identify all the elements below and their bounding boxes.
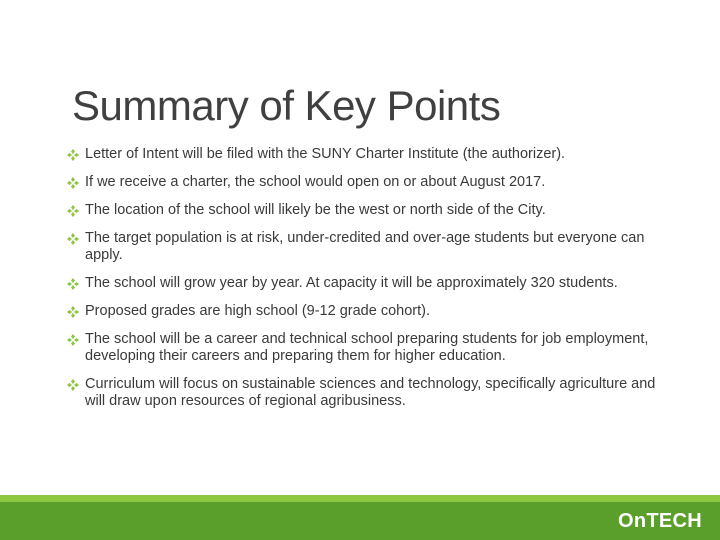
bullet-text: If we receive a charter, the school would open on or about August 2017. <box>85 174 546 190</box>
bullet-item <box>66 174 676 191</box>
footer-accent-line <box>0 495 720 502</box>
bullet-item <box>66 146 676 163</box>
bullet-text: The target population is at risk, under-credited and over-age students but everyone can apply. <box>85 230 645 263</box>
bullet-text: Letter of Intent will be filed with the SUNY Charter Institute (the authorizer). <box>85 146 566 162</box>
four-diamond-bullet-icon <box>66 148 80 162</box>
four-diamond-bullet-icon <box>66 277 80 291</box>
bullet-text: The school will be a career and technical school preparing students for job employment, developing their careers and preparing them for higher education. <box>85 331 649 364</box>
bullet-item <box>66 376 676 410</box>
bullet-text: The location of the school will likely be the west or north side of the City. <box>85 202 546 218</box>
bullet-text: Curriculum will focus on sustainable sciences and technology, specifically agriculture and will draw upon resources of regional agribusiness. <box>85 376 656 409</box>
four-diamond-bullet-icon <box>66 305 80 319</box>
four-diamond-bullet-icon <box>66 232 80 246</box>
bullet-item <box>66 230 676 264</box>
four-diamond-bullet-icon <box>66 378 80 392</box>
footer-bar <box>0 502 720 540</box>
bullet-item <box>66 331 676 365</box>
ontech-logo: OnTECH <box>617 510 702 532</box>
four-diamond-bullet-icon <box>66 204 80 218</box>
bullet-item <box>66 275 676 292</box>
bullet-item <box>66 202 676 219</box>
four-diamond-bullet-icon <box>66 333 80 347</box>
four-diamond-bullet-icon <box>66 176 80 190</box>
bullet-text: Proposed grades are high school (9-12 grade cohort). <box>85 303 430 319</box>
bullet-text: The school will grow year by year. At capacity it will be approximately 320 students. <box>85 275 618 291</box>
bullet-list <box>66 146 676 421</box>
bullet-item <box>66 303 676 320</box>
slide-title: Summary of Key Points <box>72 82 501 129</box>
